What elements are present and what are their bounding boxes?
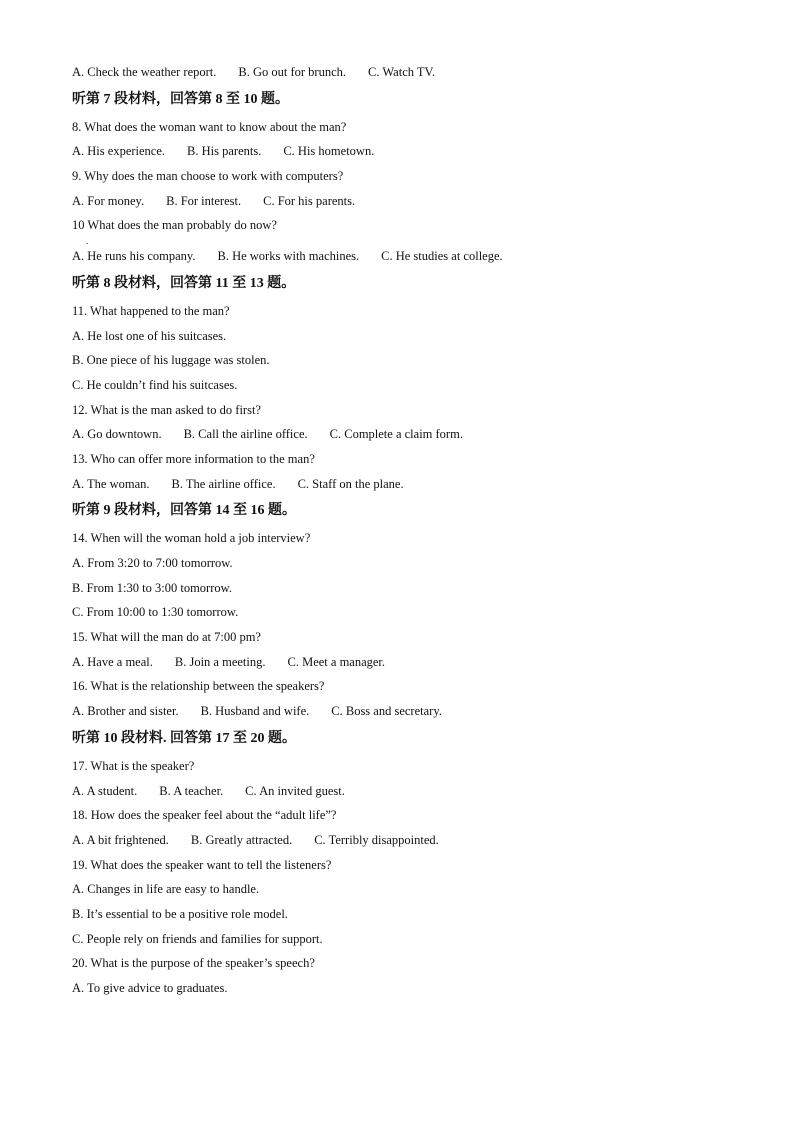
answer-option: B. Go out for brunch. bbox=[238, 65, 347, 79]
answer-option: C. He studies at college. bbox=[381, 249, 503, 264]
answer-options bbox=[72, 699, 732, 724]
answer-option: C. He couldn’t find his suitcases. bbox=[72, 377, 238, 392]
answer-option: C. Terribly disappointed. bbox=[314, 832, 439, 847]
section-heading: 听第 8 段材料，回答第 11 至 13 题。 bbox=[72, 275, 296, 291]
answer-option: C. People rely on friends and families for support. bbox=[72, 931, 323, 946]
document-page bbox=[72, 60, 732, 1001]
answer-option: A. A student. bbox=[72, 783, 138, 798]
answer-option: A. Brother and sister. bbox=[72, 704, 179, 719]
answer-options bbox=[72, 139, 732, 164]
answer-option: B. The airline office. bbox=[171, 476, 276, 491]
answer-options bbox=[72, 60, 732, 85]
answer-options bbox=[72, 828, 732, 853]
answer-option: B. For interest. bbox=[166, 193, 242, 208]
answer-option: B. One piece of his luggage was stolen. bbox=[72, 353, 270, 368]
question-text: 16. What is the relationship between the speakers? bbox=[72, 679, 325, 694]
answer-option: B. Call the airline office. bbox=[183, 427, 308, 442]
answer-option: C. Meet a manager. bbox=[287, 654, 386, 669]
answer-option: A. Check the weather report. bbox=[72, 65, 217, 79]
answer-options bbox=[72, 472, 732, 497]
question-text: 8. What does the woman want to know about the man? bbox=[72, 119, 347, 134]
answer-option: 10 What does the man probably do now? bbox=[72, 218, 277, 233]
answer-option: B. His parents. bbox=[187, 144, 262, 159]
answer-option: C. From 10:00 to 1:30 tomorrow. bbox=[72, 605, 239, 620]
question-text: 19. What does the speaker want to tell the listeners? bbox=[72, 857, 332, 872]
question-text: 18. How does the speaker feel about the “adult life”? bbox=[72, 808, 337, 823]
answer-option: A. He runs his company. bbox=[72, 249, 196, 264]
question-text: 15. What will the man do at 7:00 pm? bbox=[72, 630, 261, 645]
answer-option: B. Greatly attracted. bbox=[190, 832, 293, 847]
answer-option: A. Changes in life are easy to handle. bbox=[72, 882, 260, 897]
answer-option: A. The woman. bbox=[72, 476, 150, 491]
answer-options bbox=[72, 244, 732, 269]
answer-option: A. A bit frightened. bbox=[72, 832, 169, 847]
stray-mark: . bbox=[86, 236, 89, 247]
section-heading: 听第 10 段材料. 回答第 17 至 20 题。 bbox=[72, 730, 296, 746]
answer-option: C. Boss and secretary. bbox=[331, 704, 442, 719]
answer-option: C. Complete a claim form. bbox=[329, 427, 463, 442]
answer-options bbox=[72, 422, 732, 447]
question-text: 20. What is the purpose of the speaker’s speech? bbox=[72, 956, 315, 971]
answer-options bbox=[72, 189, 732, 214]
answer-option: C. His hometown. bbox=[283, 144, 375, 159]
question-text: 17. What is the speaker? bbox=[72, 758, 195, 773]
question-text: 14. When will the woman hold a job interview? bbox=[72, 531, 311, 546]
answer-option: A. To give advice to graduates. bbox=[72, 981, 228, 995]
answer-option: C. Watch TV. bbox=[368, 65, 436, 79]
answer-option: B. He works with machines. bbox=[217, 249, 360, 264]
question-text: 12. What is the man asked to do first? bbox=[72, 402, 261, 417]
answer-options bbox=[72, 650, 732, 675]
answer-option: A. From 3:20 to 7:00 tomorrow. bbox=[72, 556, 233, 570]
answer-option: A. Have a meal. bbox=[72, 654, 153, 669]
question-text: 11. What happened to the man? bbox=[72, 303, 230, 318]
answer-option: A. His experience. bbox=[72, 144, 166, 159]
question-text: 13. Who can offer more information to the man? bbox=[72, 451, 315, 466]
section-heading: 听第 7 段材料，回答第 8 至 10 题。 bbox=[72, 91, 289, 107]
answer-options bbox=[72, 779, 732, 804]
answer-option: C. Staff on the plane. bbox=[297, 476, 404, 491]
answer-option: C. An invited guest. bbox=[245, 783, 345, 798]
answer-option: A. For money. bbox=[72, 193, 145, 208]
answer-option: B. A teacher. bbox=[159, 783, 224, 798]
answer-option: B. Husband and wife. bbox=[200, 704, 310, 719]
answer-option: C. For his parents. bbox=[263, 193, 356, 208]
answer-option: B. It’s essential to be a positive role model. bbox=[72, 906, 288, 921]
answer-option: A. He lost one of his suitcases. bbox=[72, 328, 227, 343]
answer-option: B. Join a meeting. bbox=[174, 654, 266, 669]
section-heading: 听第 9 段材料，回答第 14 至 16 题。 bbox=[72, 503, 296, 519]
question-text: 9. Why does the man choose to work with computers? bbox=[72, 169, 344, 184]
answer-option: A. Go downtown. bbox=[72, 427, 162, 442]
answer-option: B. From 1:30 to 3:00 tomorrow. bbox=[72, 580, 232, 595]
